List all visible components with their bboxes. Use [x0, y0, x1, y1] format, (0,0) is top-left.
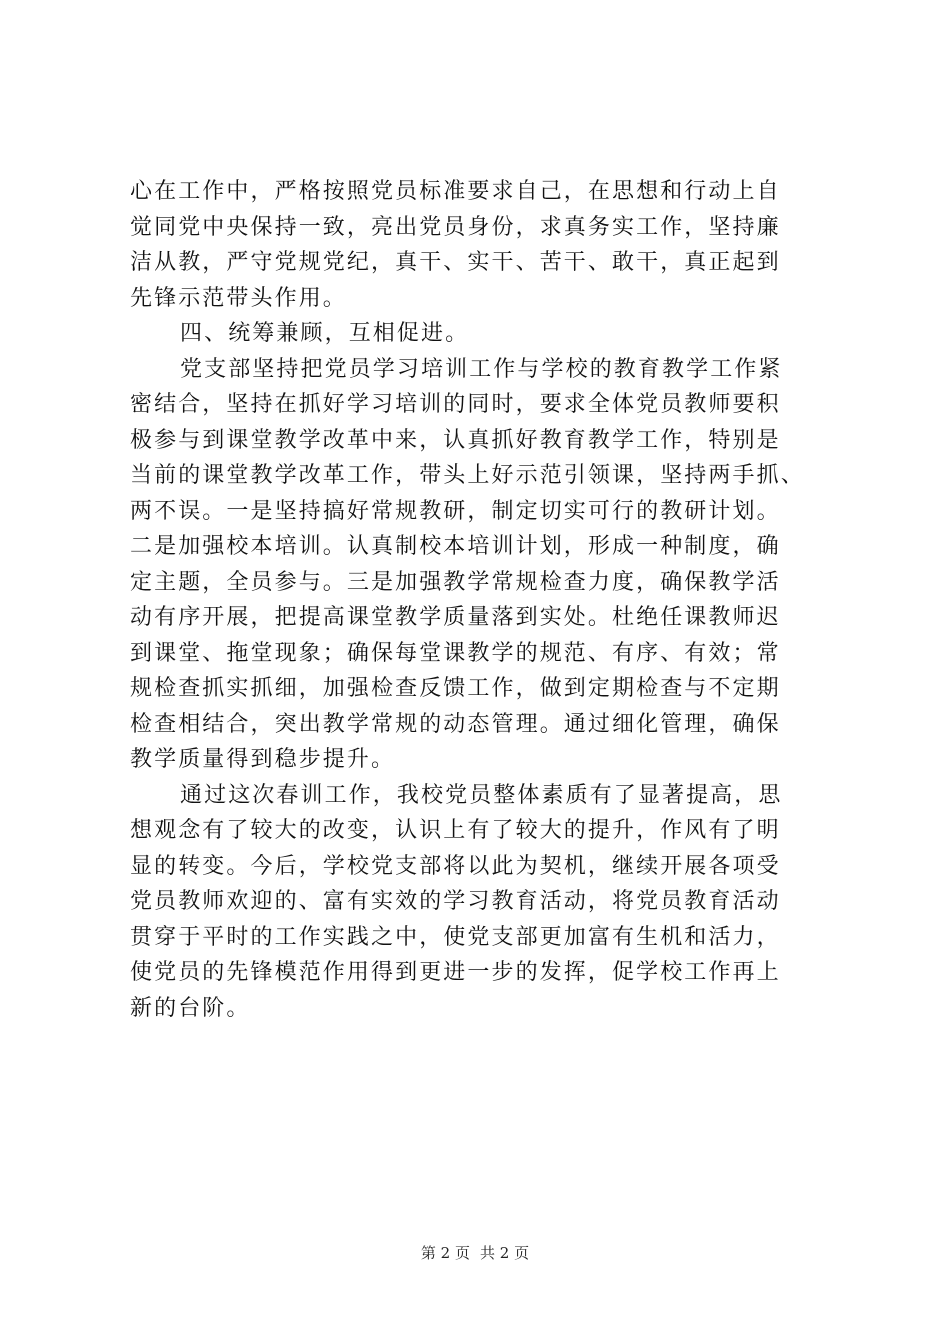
text-line: 党员教师欢迎的、富有实效的学习教育活动，将党员教育活动	[130, 889, 781, 914]
text-line: 极参与到课堂教学改革中来，认真抓好教育教学工作，特别是	[130, 427, 781, 453]
text-line: 新的台阶。	[130, 995, 251, 1021]
page-total: 共 2 页	[480, 1244, 530, 1262]
text-line: 先锋示范带头作用。	[130, 285, 347, 311]
text-line: 规检查抓实抓细，加强检查反馈工作，做到定期检查与不定期	[130, 676, 781, 701]
text-line: 使党员的先锋模范作用得到更进一步的发挥，促学校工作再上	[130, 960, 781, 985]
section-heading: 四、统筹兼顾，互相促进。	[180, 321, 470, 346]
text-line: 两不误。一是坚持搞好常规教研，制定切实可行的教研计划。	[130, 498, 781, 524]
text-line: 当前的课堂教学改革工作，带头上好示范引领课，坚持两手抓、	[130, 463, 805, 488]
paragraph-first-line: 党支部坚持把党员学习培训工作与学校的教育教学工作紧	[180, 356, 783, 382]
text-line: 显的转变。今后，学校党支部将以此为契机，继续开展各项受	[130, 853, 781, 879]
text-line: 觉同党中央保持一致，亮出党员身份，求真务实工作，坚持廉	[130, 214, 781, 240]
text-line: 动有序开展，把提高课堂教学质量落到实处。杜绝任课教师迟	[130, 605, 781, 630]
text-line: 密结合，坚持在抓好学习培训的同时，要求全体党员教师要积	[130, 392, 781, 417]
text-line: 教学质量得到稳步提升。	[130, 747, 396, 772]
text-line: 心在工作中，严格按照党员标准要求自己，在思想和行动上自	[130, 179, 781, 204]
text-line: 想观念有了较大的改变，认识上有了较大的提升，作风有了明	[130, 818, 781, 843]
page-footer	[0, 1243, 950, 1263]
page-number: 第 2 页	[420, 1244, 470, 1262]
text-line: 检查相结合，突出教学常规的动态管理。通过细化管理，确保	[130, 711, 781, 737]
text-line: 到课堂、拖堂现象；确保每堂课教学的规范、有序、有效；常	[130, 640, 781, 666]
text-line: 定主题，全员参与。三是加强教学常规检查力度，确保教学活	[130, 569, 781, 595]
text-line: 二是加强校本培训。认真制校本培训计划，形成一种制度，确	[130, 534, 781, 559]
text-line: 贯穿于平时的工作实践之中，使党支部更加富有生机和活力，	[130, 924, 781, 950]
text-line: 洁从教，严守党规党纪，真干、实干、苦干、敢干，真正起到	[130, 250, 781, 275]
document-body	[130, 174, 830, 1026]
paragraph-first-line: 通过这次春训工作，我校党员整体素质有了显著提高，思	[180, 782, 783, 808]
